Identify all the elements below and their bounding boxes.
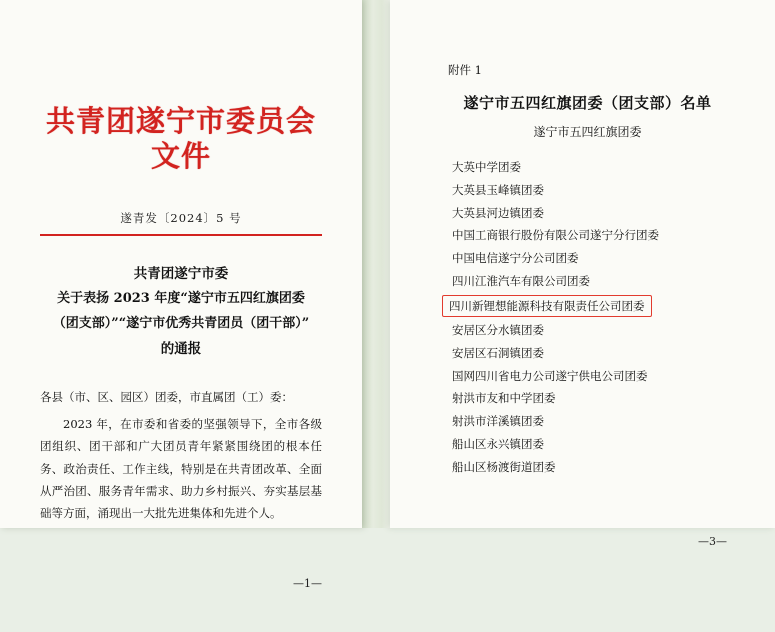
document-page-left bbox=[0, 0, 362, 590]
highlighted-list-item: 四川新锂想能源科技有限责任公司团委 bbox=[442, 295, 652, 317]
book-gutter bbox=[362, 0, 390, 528]
list-item: 船山区永兴镇团委 bbox=[452, 436, 544, 451]
organization-list bbox=[448, 156, 727, 478]
headline-line-1: 共青团遂宁市委 bbox=[133, 265, 229, 282]
document-number: 遂青发〔2024〕5 号 bbox=[120, 210, 242, 225]
page-number-right: —3— bbox=[698, 535, 727, 548]
document-headline bbox=[40, 262, 322, 363]
document-page-right bbox=[390, 0, 775, 548]
list-item: 射洪市洋溪镇团委 bbox=[452, 414, 544, 429]
list-item: 四川江淮汽车有限公司团委 bbox=[452, 273, 590, 288]
list-item: 中国电信遂宁分公司团委 bbox=[452, 251, 579, 266]
list-item: 大英县玉峰镇团委 bbox=[452, 182, 544, 197]
list-item: 安居区石洞镇团委 bbox=[452, 345, 544, 360]
list-item: 中国工商银行股份有限公司遂宁分行团委 bbox=[452, 228, 659, 243]
attachment-label: 附件 1 bbox=[448, 63, 482, 77]
list-title: 遂宁市五四红旗团委（团支部）名单 bbox=[463, 94, 712, 112]
list-item: 船山区杨渡街道团委 bbox=[452, 459, 556, 474]
list-item: 安居区分水镇团委 bbox=[452, 323, 544, 338]
headline-line-3: （团支部）”“遂宁市优秀共青团员（团干部）” bbox=[52, 315, 310, 331]
list-item: 大英县河边镇团委 bbox=[452, 205, 544, 220]
document-body-paragraph: 2023 年，在市委和省委的坚强领导下，全市各级团组织、团干部和广大团员青年紧紧围绕团的根本任务、政治责任、工作主线，特别是在共青团改革、全面从严治团、服务青年需求、助力乡村振兴、夯实基层基础等方面，涌现出一大批先进集体和先进个人。 bbox=[40, 416, 322, 521]
book-gutter-shading bbox=[362, 0, 390, 528]
list-subtitle: 遂宁市五四红旗团委 bbox=[533, 125, 642, 139]
headline-line-2: 关于表扬 2023 年度“遂宁市五四红旗团委 bbox=[57, 291, 305, 307]
headline-line-4: 的通报 bbox=[160, 340, 202, 357]
document-addressee: 各县（市、区、园区）团委，市直属团（工）委： bbox=[40, 390, 293, 405]
document-title: 共青团遂宁市委员会文件 bbox=[45, 104, 316, 173]
list-item: 射洪市友和中学团委 bbox=[452, 391, 556, 406]
highlighted-list-item-wrapper bbox=[448, 293, 727, 319]
red-divider-rule bbox=[40, 234, 322, 236]
list-item: 大英中学团委 bbox=[452, 160, 521, 175]
list-item: 国网四川省电力公司遂宁供电公司团委 bbox=[452, 368, 648, 383]
page-number-left: —1— bbox=[293, 577, 322, 590]
